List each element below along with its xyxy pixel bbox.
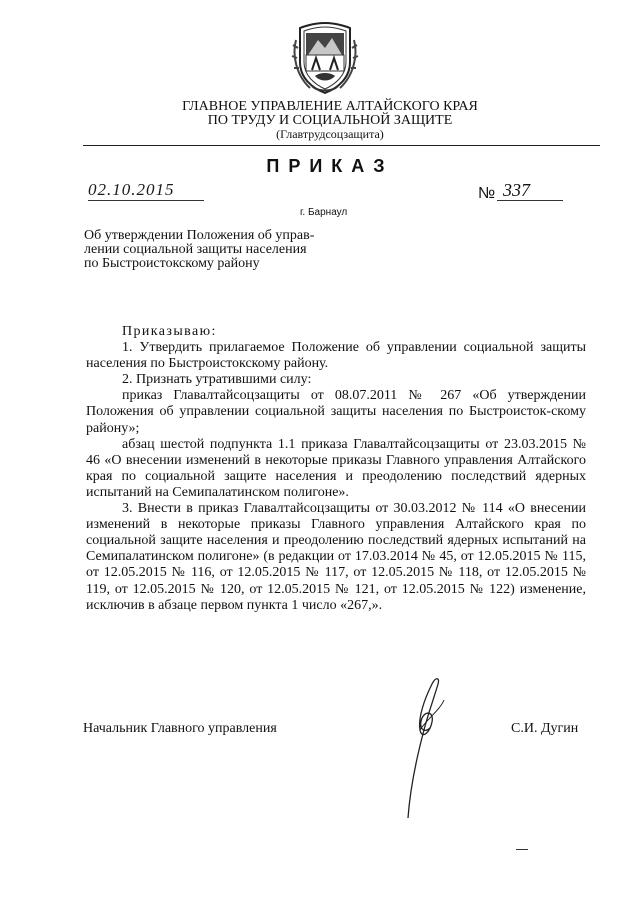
subject-line: по Быстроистокскому району <box>84 256 260 271</box>
paragraph-1: 1. Утвердить прилагаемое Положение об управлении социальной защиты населения по Быстроистокскому району. <box>86 340 586 372</box>
paragraph-3: 3. Внести в приказ Главалтайсоцзащиты от 30.03.2012 № 114 «О внесении изменений в некоторые приказы Главного управления Алтайского края по социальной защите населения и преодолению последствий ядерных испытаний на Семипалатинском полигоне» (в редакции от 17.03.2014 № 45, от 12.05.2015 № 115, от 12.05.2015 № 116, от 12.05.2015 № 117, от 12.05.2015 № 118, от 12.05.2015 № 119, от 12.05.2015 № 120, от 12.05.2015 № 121, от 12.05.2015 № 122) изменение, исключив в абзаце первом пункта 1 число «267,». <box>86 501 586 613</box>
subject-line: лении социальной защиты населения <box>84 242 307 257</box>
coat-of-arms-icon <box>290 20 360 96</box>
header-divider <box>83 145 600 146</box>
subject-line: Об утверждении Положения об управ- <box>84 228 315 243</box>
org-short-name: (Главтрудсоцзащита) <box>276 127 384 141</box>
document-title: ПРИКАЗ <box>266 156 394 176</box>
order-number: 337 <box>497 180 563 201</box>
order-word: Приказываю: <box>122 324 217 339</box>
org-name-line1: ГЛАВНОЕ УПРАВЛЕНИЕ АЛТАЙСКОГО КРАЯ <box>182 99 478 114</box>
order-body <box>86 324 586 614</box>
footer-mark <box>516 849 528 850</box>
handwritten-signature <box>380 670 450 820</box>
signatory-position: Начальник Главного управления <box>83 721 277 736</box>
org-name-line2: ПО ТРУДУ И СОЦИАЛЬНОЙ ЗАЩИТЕ <box>207 113 453 128</box>
paragraph-2: 2. Признать утратившими силу: <box>122 372 312 388</box>
order-date: 02.10.2015 <box>88 180 204 201</box>
order-subject <box>84 229 354 271</box>
paragraph-2a: приказ Главалтайсоцзащиты от 08.07.2011 № 267 «Об утверждении Положения об управлении социальной защиты населения по Быстроисток-скому району»; <box>86 388 586 436</box>
paragraph-2b: абзац шестой подпункта 1.1 приказа Главалтайсоцзащиты от 23.03.2015 № 46 «О внесении изменений в некоторые приказы Главного управления Алтайского края по социальной защите населения и преодолению последствий ядерных испытаний на Семипалатинском полигоне». <box>86 436 586 500</box>
order-number-label: № <box>478 185 496 202</box>
order-city: г. Барнаул <box>300 207 348 218</box>
signatory-name: С.И. Дугин <box>511 721 579 736</box>
